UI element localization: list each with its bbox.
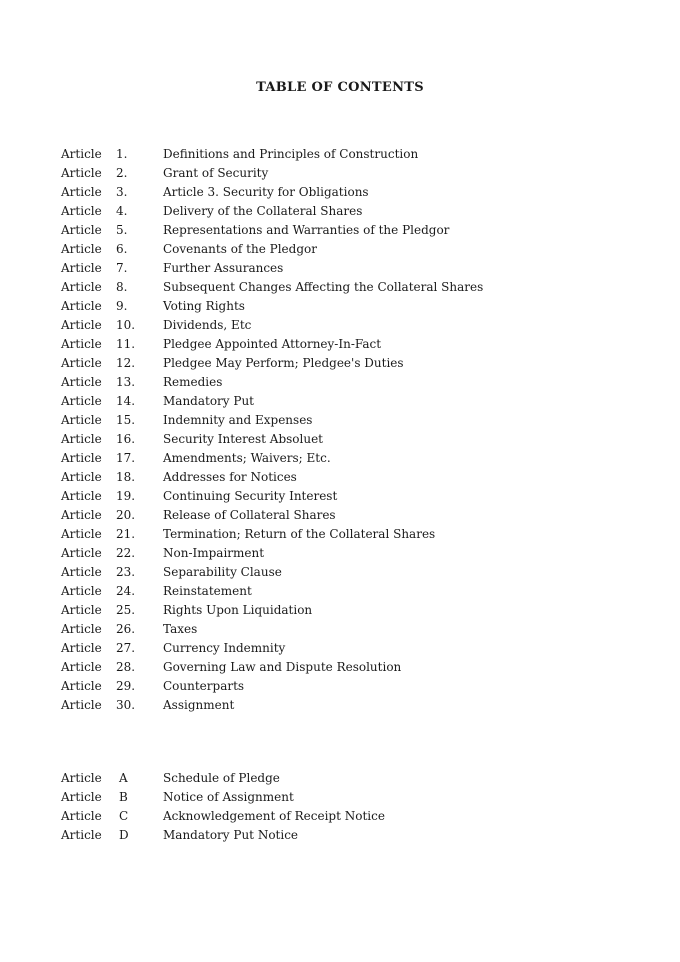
- entry-number: 11.: [116, 337, 136, 351]
- entry-label: Article: [61, 280, 102, 294]
- entry-label: Article: [61, 790, 102, 804]
- entry-title: Voting Rights: [163, 299, 245, 313]
- entry-label: Article: [61, 828, 102, 842]
- toc-entry: [61, 601, 483, 620]
- entry-number: 21.: [116, 527, 136, 541]
- entry-number: 23.: [116, 565, 136, 579]
- entry-title: Subsequent Changes Affecting the Collateral Shares: [163, 280, 484, 294]
- entry-title: Representations and Warranties of the Pledgor: [163, 223, 450, 237]
- toc-entry: [61, 807, 385, 826]
- toc-entry: [61, 506, 483, 525]
- entry-number: 30.: [116, 698, 136, 712]
- entry-title: Release of Collateral Shares: [163, 508, 336, 522]
- toc-entry: [61, 677, 483, 696]
- entry-number: 16.: [116, 432, 136, 446]
- entry-label: Article: [61, 771, 102, 785]
- entry-number: B: [119, 790, 128, 804]
- entry-number: 15.: [116, 413, 136, 427]
- article-list: [61, 145, 483, 715]
- entry-label: Article: [61, 603, 102, 617]
- entry-number: 13.: [116, 375, 136, 389]
- entry-label: Article: [61, 508, 102, 522]
- entry-label: Article: [61, 261, 102, 275]
- entry-label: Article: [61, 546, 102, 560]
- entry-number: 25.: [116, 603, 136, 617]
- toc-entry: [61, 354, 483, 373]
- entry-label: Article: [61, 318, 102, 332]
- toc-entry: [61, 335, 483, 354]
- entry-label: Article: [61, 299, 102, 313]
- entry-title: Dividends, Etc: [163, 318, 252, 332]
- entry-number: A: [119, 771, 128, 785]
- toc-entry: [61, 769, 385, 788]
- entry-title: Remedies: [163, 375, 223, 389]
- entry-label: Article: [61, 242, 102, 256]
- entry-title: Mandatory Put Notice: [163, 828, 299, 842]
- toc-entry: [61, 297, 483, 316]
- entry-title: Continuing Security Interest: [163, 489, 338, 503]
- entry-title: Governing Law and Dispute Resolution: [163, 660, 402, 674]
- entry-number: 28.: [116, 660, 136, 674]
- entry-number: 2.: [116, 166, 128, 180]
- toc-entry: [61, 373, 483, 392]
- appendix-list: [61, 769, 385, 845]
- entry-label: Article: [61, 527, 102, 541]
- entry-number: 26.: [116, 622, 136, 636]
- entry-number: 1.: [116, 147, 128, 161]
- entry-label: Article: [61, 337, 102, 351]
- toc-entry: [61, 449, 483, 468]
- entry-number: D: [119, 828, 129, 842]
- entry-number: 5.: [116, 223, 128, 237]
- toc-entry: [61, 563, 483, 582]
- toc-entry: [61, 316, 483, 335]
- toc-entry: [61, 826, 385, 845]
- entry-number: 14.: [116, 394, 136, 408]
- entry-title: Separability Clause: [163, 565, 282, 579]
- entry-title: Termination; Return of the Collateral Shares: [163, 527, 436, 541]
- entry-title: Schedule of Pledge: [163, 771, 280, 785]
- entry-label: Article: [61, 147, 102, 161]
- toc-entry: [61, 164, 483, 183]
- toc-entry: [61, 240, 483, 259]
- toc-entry: [61, 788, 385, 807]
- entry-number: 6.: [116, 242, 128, 256]
- toc-entry: [61, 582, 483, 601]
- entry-label: Article: [61, 698, 102, 712]
- entry-title: Taxes: [163, 622, 198, 636]
- entry-number: 22.: [116, 546, 136, 560]
- entry-number: 19.: [116, 489, 136, 503]
- entry-number: 10.: [116, 318, 136, 332]
- toc-entry: [61, 278, 483, 297]
- entry-number: 24.: [116, 584, 136, 598]
- toc-entry: [61, 259, 483, 278]
- entry-title: Security Interest Absoluet: [163, 432, 324, 446]
- entry-title: Assignment: [163, 698, 235, 712]
- toc-entry: [61, 411, 483, 430]
- entry-title: Indemnity and Expenses: [163, 413, 313, 427]
- toc-entry: [61, 430, 483, 449]
- entry-title: Addresses for Notices: [163, 470, 297, 484]
- toc-entry: [61, 696, 483, 715]
- entry-label: Article: [61, 394, 102, 408]
- entry-title: Acknowledgement of Receipt Notice: [163, 809, 385, 823]
- entry-title: Mandatory Put: [163, 394, 255, 408]
- entry-title: Amendments; Waivers; Etc.: [163, 451, 331, 465]
- page-title: TABLE OF CONTENTS: [256, 80, 424, 95]
- toc-entry: [61, 468, 483, 487]
- toc-entry: [61, 145, 483, 164]
- entry-label: Article: [61, 622, 102, 636]
- entry-label: Article: [61, 470, 102, 484]
- entry-number: 8.: [116, 280, 128, 294]
- toc-entry: [61, 183, 483, 202]
- entry-title: Reinstatement: [163, 584, 252, 598]
- entry-title: Currency Indemnity: [163, 641, 286, 655]
- entry-number: 20.: [116, 508, 136, 522]
- entry-title: Covenants of the Pledgor: [163, 242, 317, 256]
- toc-entry: [61, 620, 483, 639]
- entry-number: 4.: [116, 204, 128, 218]
- entry-number: 3.: [116, 185, 128, 199]
- entry-title: Non-Impairment: [163, 546, 265, 560]
- entry-label: Article: [61, 223, 102, 237]
- entry-title: Rights Upon Liquidation: [163, 603, 313, 617]
- entry-label: Article: [61, 413, 102, 427]
- entry-title: Notice of Assignment: [163, 790, 294, 804]
- entry-title: Pledgee May Perform; Pledgee's Duties: [163, 356, 404, 370]
- entry-label: Article: [61, 679, 102, 693]
- entry-number: 29.: [116, 679, 136, 693]
- entry-label: Article: [61, 451, 102, 465]
- entry-label: Article: [61, 489, 102, 503]
- entry-title: Further Assurances: [163, 261, 284, 275]
- entry-number: 17.: [116, 451, 136, 465]
- entry-label: Article: [61, 185, 102, 199]
- entry-title: Counterparts: [163, 679, 245, 693]
- entry-label: Article: [61, 641, 102, 655]
- entry-label: Article: [61, 809, 102, 823]
- toc-entry: [61, 544, 483, 563]
- toc-entry: [61, 392, 483, 411]
- entry-label: Article: [61, 375, 102, 389]
- entry-title: Article 3. Security for Obligations: [163, 185, 369, 199]
- entry-title: Delivery of the Collateral Shares: [163, 204, 363, 218]
- toc-entry: [61, 639, 483, 658]
- entry-number: 9.: [116, 299, 128, 313]
- toc-entry: [61, 221, 483, 240]
- entry-label: Article: [61, 166, 102, 180]
- entry-label: Article: [61, 584, 102, 598]
- entry-title: Grant of Security: [163, 166, 269, 180]
- entry-number: 12.: [116, 356, 136, 370]
- entry-title: Definitions and Principles of Construction: [163, 147, 419, 161]
- entry-label: Article: [61, 204, 102, 218]
- toc-entry: [61, 525, 483, 544]
- toc-entry: [61, 658, 483, 677]
- entry-number: 7.: [116, 261, 128, 275]
- entry-title: Pledgee Appointed Attorney-In-Fact: [163, 337, 382, 351]
- entry-label: Article: [61, 660, 102, 674]
- entry-number: C: [119, 809, 129, 823]
- toc-entry: [61, 487, 483, 506]
- entry-label: Article: [61, 432, 102, 446]
- entry-label: Article: [61, 356, 102, 370]
- toc-entry: [61, 202, 483, 221]
- entry-number: 27.: [116, 641, 136, 655]
- entry-label: Article: [61, 565, 102, 579]
- entry-number: 18.: [116, 470, 136, 484]
